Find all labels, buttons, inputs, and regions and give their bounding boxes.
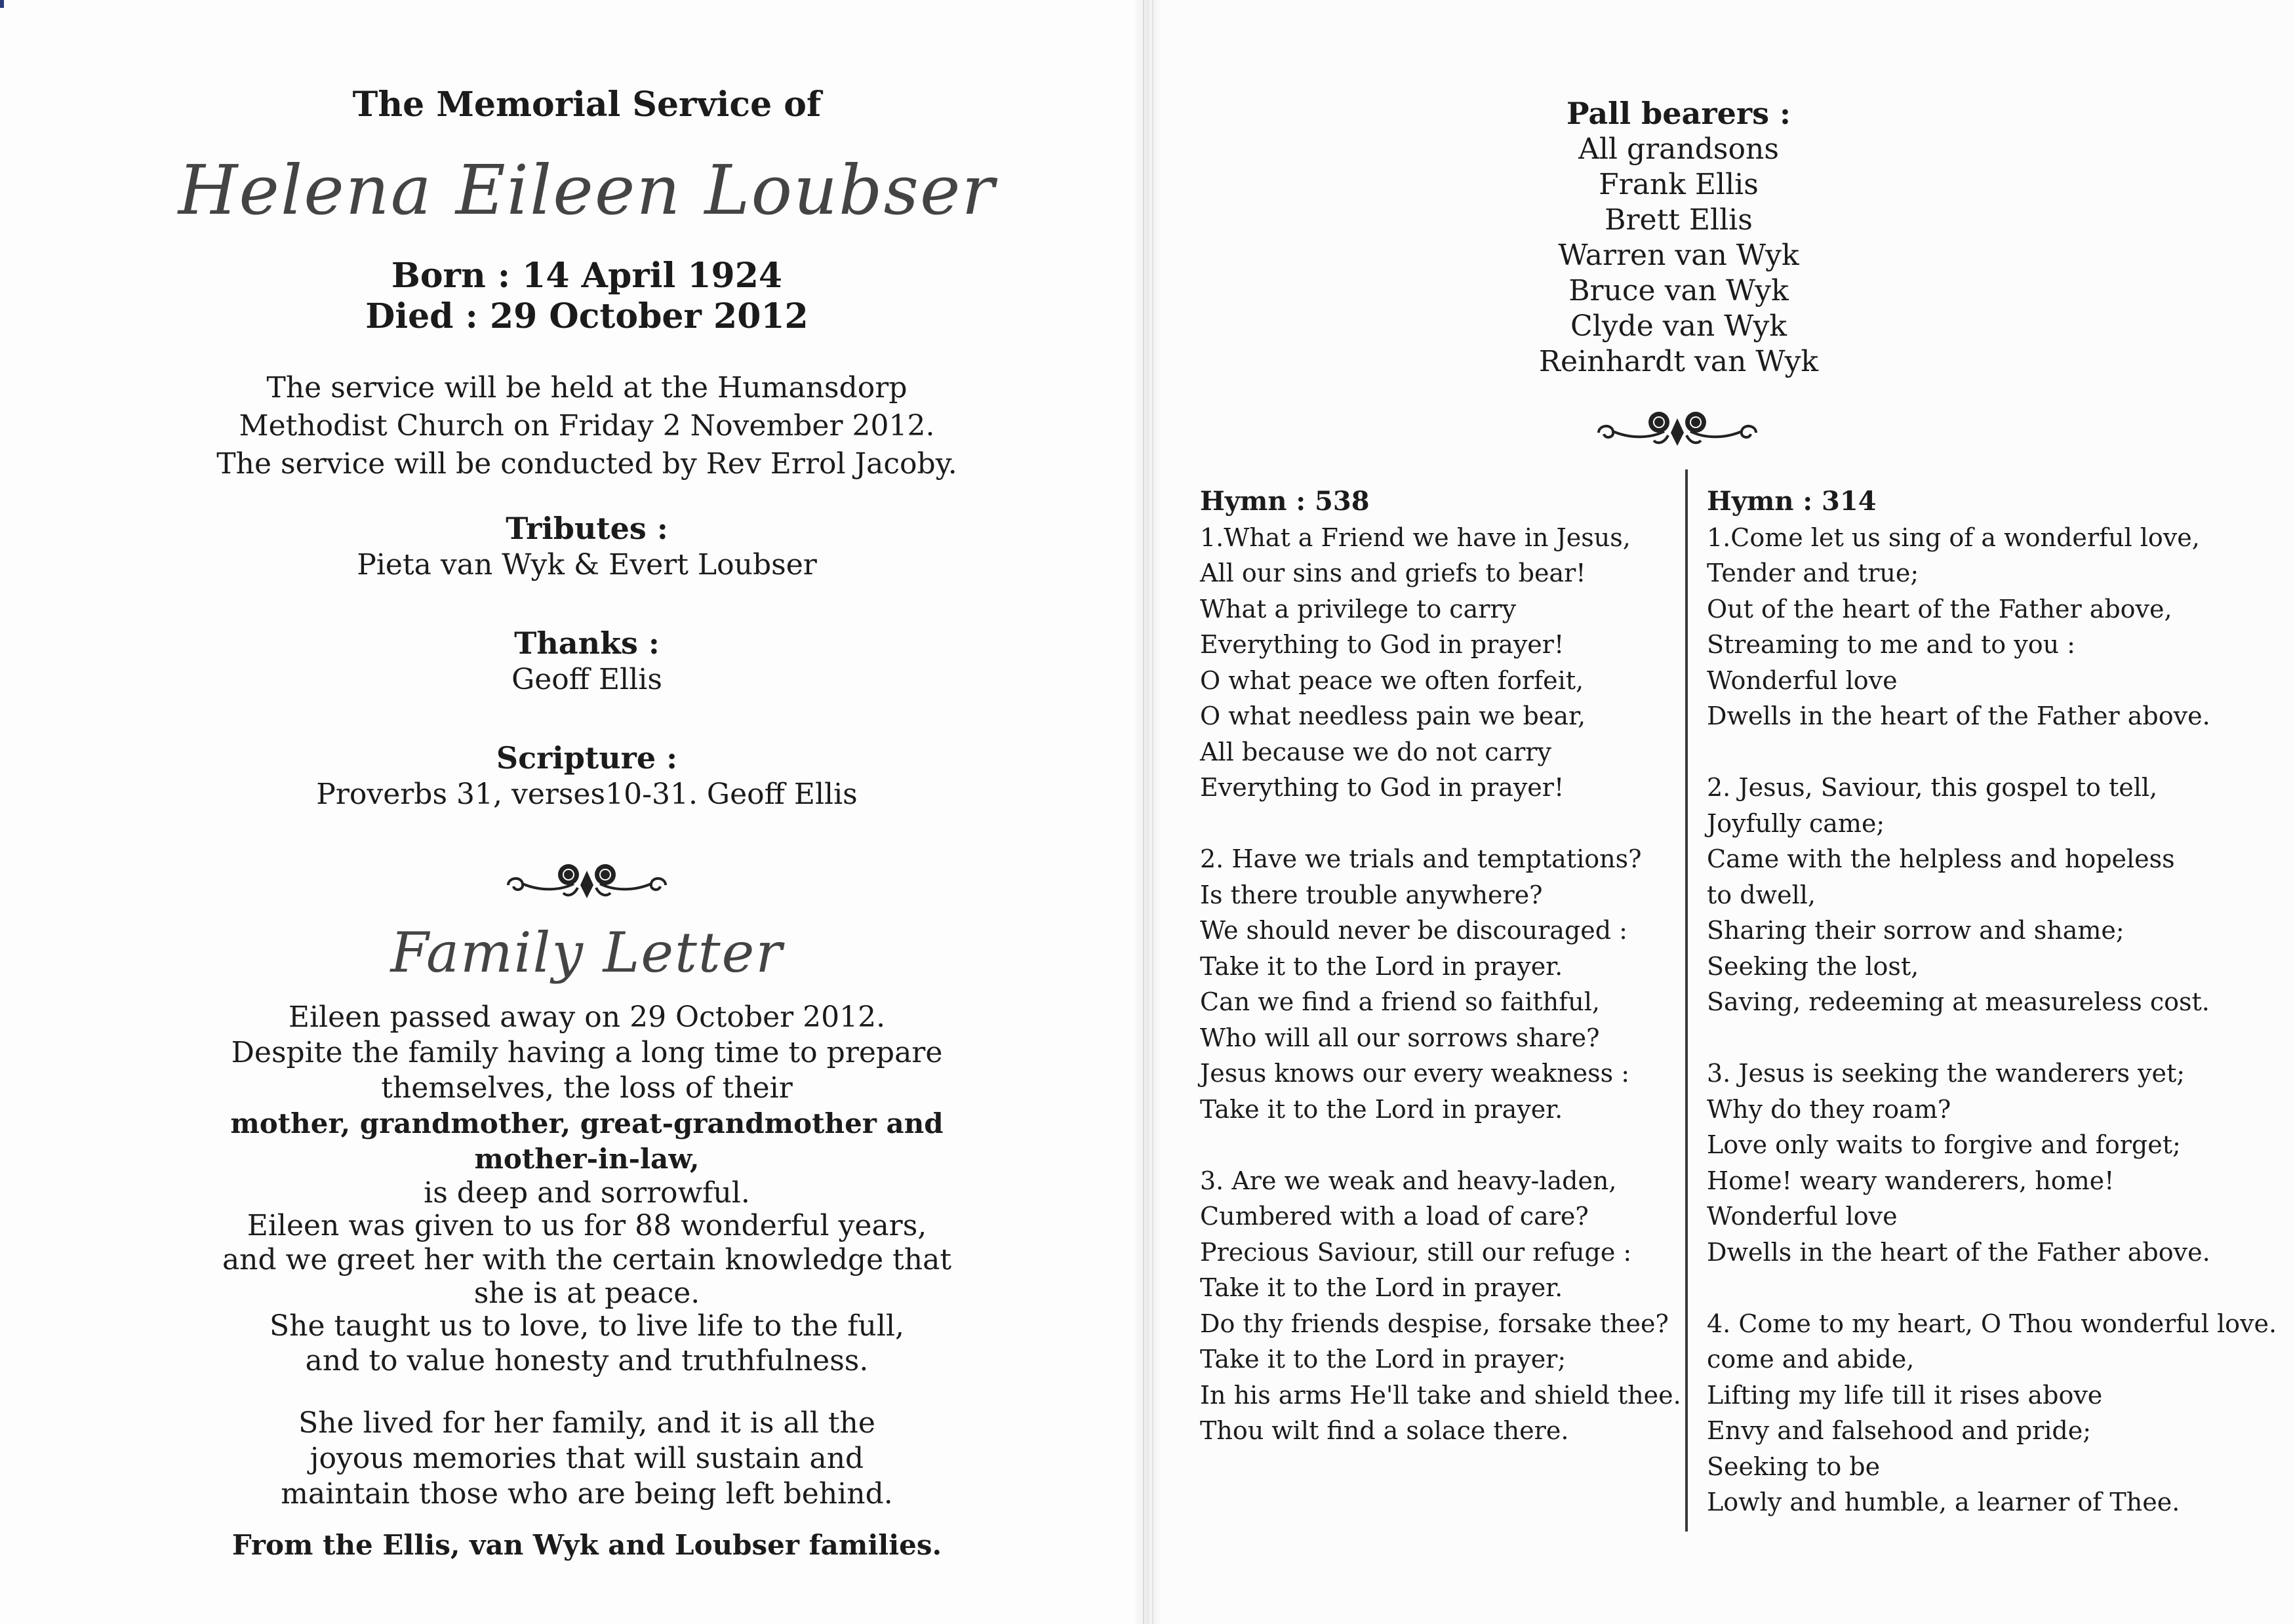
hymn-line: We should never be discouraged : <box>1200 916 1627 945</box>
hymn-line: Why do they roam? <box>1707 1094 1951 1124</box>
hymn-line: Tender and true; <box>1707 559 1919 587</box>
pall-bearer: Warren van Wyk <box>1558 239 1799 272</box>
hymn-line: Take it to the Lord in prayer; <box>1200 1345 1567 1374</box>
hymn-line: 2. Jesus, Saviour, this gospel to tell, <box>1707 773 2158 802</box>
hymn-line: Dwells in the heart of the Father above. <box>1707 1237 2210 1267</box>
deceased-name: Helena Eileen Loubser <box>178 150 996 230</box>
letter-line: and we greet her with the certain knowledge that <box>222 1243 952 1277</box>
family-letter-body <box>177 1000 997 1379</box>
hymn-line: Lowly and humble, a learner of Thee. <box>1707 1488 2180 1516</box>
letter-line: she is at peace. <box>473 1277 700 1310</box>
hymn-line: Take it to the Lord in prayer. <box>1200 1273 1563 1302</box>
pall-bearer: Bruce van Wyk <box>1568 274 1789 307</box>
letter-line: and to value honesty and truthfulness. <box>305 1344 869 1377</box>
verse-gap <box>1707 1020 2284 1056</box>
service-line: The service will be conducted by Rev Errol Jacoby. <box>216 447 957 481</box>
hymn-line: Came with the helpless and hopeless <box>1707 844 2175 873</box>
hymn-line: What a privilege to carry <box>1200 594 1517 624</box>
tributes-section <box>177 510 997 584</box>
hymn-lines <box>1707 520 2284 1520</box>
hymn-line: Love only waits to forgive and forget; <box>1707 1130 2181 1159</box>
hymn-line: Streaming to me and to you : <box>1707 630 2075 659</box>
hymn-line: Do thy friends despise, forsake thee? <box>1200 1309 1669 1338</box>
pall-bearer: Brett Ellis <box>1605 203 1753 237</box>
pall-bearer: All grandsons <box>1578 132 1779 166</box>
hymn-line: Take it to the Lord in prayer. <box>1200 1094 1563 1124</box>
tributes-label: Tributes : <box>506 511 668 546</box>
hymn-line: Cumbered with a load of care? <box>1200 1202 1589 1231</box>
letter-line: Eileen was given to us for 88 wonderful years, <box>247 1209 927 1242</box>
hymn-line: Lifting my life till it rises above <box>1707 1380 2103 1410</box>
hymn-line: 3. Jesus is seeking the wanderers yet; <box>1707 1059 2185 1088</box>
letter-line: is deep and sorrowful. <box>424 1176 750 1210</box>
hymn-line: O what needless pain we bear, <box>1200 702 1586 730</box>
hymn-line: Jesus knows our every weakness : <box>1200 1059 1630 1088</box>
family-letter-closing <box>177 1406 997 1512</box>
hymn-line: Take it to the Lord in prayer. <box>1200 951 1563 981</box>
hymn-lines <box>1200 520 1679 1449</box>
family-letter-title: Family Letter <box>390 921 784 985</box>
pall-bearers-label: Pall bearers : <box>1567 96 1791 131</box>
letter-line: She taught us to love, to live life to the full, <box>269 1309 905 1343</box>
died-date: Died : 29 October 2012 <box>365 296 808 336</box>
letter-line: She lived for her family, and it is all the <box>298 1406 875 1440</box>
hymn-line: Dwells in the heart of the Father above. <box>1707 702 2210 730</box>
thanks-section <box>177 625 997 698</box>
letter-line: Eileen passed away on 29 October 2012. <box>288 1000 886 1034</box>
pall-bearer: Frank Ellis <box>1599 168 1759 201</box>
letter-line: joyous memories that will sustain and <box>309 1442 864 1475</box>
thanks-value: Geoff Ellis <box>511 663 662 696</box>
hymn-line: Saving, redeeming at measureless cost. <box>1707 987 2210 1016</box>
hymn-line: 2. Have we trials and temptations? <box>1200 844 1642 873</box>
verse-gap <box>1200 806 1679 842</box>
signoff: From the Ellis, van Wyk and Loubser families. <box>231 1529 942 1561</box>
scripture-value: Proverbs 31, verses10-31. Geoff Ellis <box>316 778 858 811</box>
verse-gap <box>1200 1127 1679 1163</box>
hymn-line: Wonderful love <box>1707 665 1898 695</box>
hymn-line: Can we find a friend so faithful, <box>1200 987 1600 1016</box>
hymn-line: Seeking the lost, <box>1707 951 1919 981</box>
hymn-line: All because we do not carry <box>1200 737 1551 766</box>
hymn-line: Is there trouble anywhere? <box>1200 880 1543 909</box>
hymn-538 <box>1200 484 1679 1449</box>
hymn-line: 1.Come let us sing of a wonderful love, <box>1707 523 2200 552</box>
letter-line: Despite the family having a long time to prepare <box>231 1036 943 1069</box>
hymn-title: Hymn : 314 <box>1707 486 1877 517</box>
hymn-line: 1.What a Friend we have in Jesus, <box>1200 523 1631 552</box>
hymn-line: Wonderful love <box>1707 1202 1898 1231</box>
hymn-line: Home! weary wanderers, home! <box>1707 1166 2115 1195</box>
verse-gap <box>1707 734 2284 770</box>
letter-bold-line: mother-in-law, <box>474 1143 700 1175</box>
hymn-line: Precious Saviour, still our refuge : <box>1200 1237 1632 1267</box>
rose-scroll-ornament-icon <box>502 858 672 910</box>
pall-bearers-section <box>1462 95 1895 380</box>
tributes-value: Pieta van Wyk & Evert Loubser <box>357 548 817 582</box>
hymn-line: to dwell, <box>1707 880 1816 909</box>
letter-line: maintain those who are being left behind. <box>281 1477 893 1511</box>
dates-block <box>177 256 997 337</box>
born-date: Born : 14 April 1924 <box>391 256 783 296</box>
scripture-section <box>177 740 997 813</box>
hymn-line: O what peace we often forfeit, <box>1200 665 1584 695</box>
service-details <box>177 369 997 483</box>
fold-crease <box>1143 0 1144 1624</box>
letter-bold-line: mother, grandmother, great-grandmother and <box>230 1107 944 1139</box>
scripture-label: Scripture : <box>496 740 678 776</box>
hymn-line: Envy and falsehood and pride; <box>1707 1416 2092 1445</box>
hymn-line: All our sins and griefs to bear! <box>1200 559 1586 587</box>
hymn-line: come and abide, <box>1707 1345 1915 1374</box>
rose-scroll-ornament-icon <box>1592 405 1763 458</box>
hymn-line: 3. Are we weak and heavy-laden, <box>1200 1166 1617 1195</box>
verse-gap <box>1707 1270 2284 1306</box>
letter-line: themselves, the loss of their <box>381 1071 793 1105</box>
hymn-line: In his arms He'll take and shield thee. <box>1200 1380 1681 1410</box>
memorial-heading: The Memorial Service of <box>352 85 822 125</box>
hymn-line: Out of the heart of the Father above, <box>1707 594 2172 624</box>
pall-bearer: Clyde van Wyk <box>1570 309 1787 343</box>
page-fold <box>1133 0 1162 1624</box>
hymn-line: Thou wilt find a solace there. <box>1200 1416 1569 1445</box>
hymn-314 <box>1707 484 2284 1520</box>
hymn-line: 4. Come to my heart, O Thou wonderful love. <box>1707 1309 2277 1338</box>
hymn-line: Seeking to be <box>1707 1452 1881 1481</box>
hymn-line: Everything to God in prayer! <box>1200 773 1565 802</box>
pall-bearer: Reinhardt van Wyk <box>1538 345 1819 378</box>
thanks-label: Thanks : <box>514 625 660 661</box>
service-line: Methodist Church on Friday 2 November 2012. <box>239 409 935 443</box>
column-divider <box>1685 469 1688 1532</box>
scan-edge-mark <box>0 0 4 8</box>
fold-crease <box>1152 0 1153 1624</box>
hymn-title: Hymn : 538 <box>1200 486 1370 517</box>
hymn-line: Joyfully came; <box>1707 808 1885 838</box>
hymn-line: Who will all our sorrows share? <box>1200 1023 1600 1052</box>
hymn-line: Everything to God in prayer! <box>1200 630 1565 659</box>
service-line: The service will be held at the Humansdorp <box>266 371 908 405</box>
hymn-line: Sharing their sorrow and shame; <box>1707 916 2125 945</box>
